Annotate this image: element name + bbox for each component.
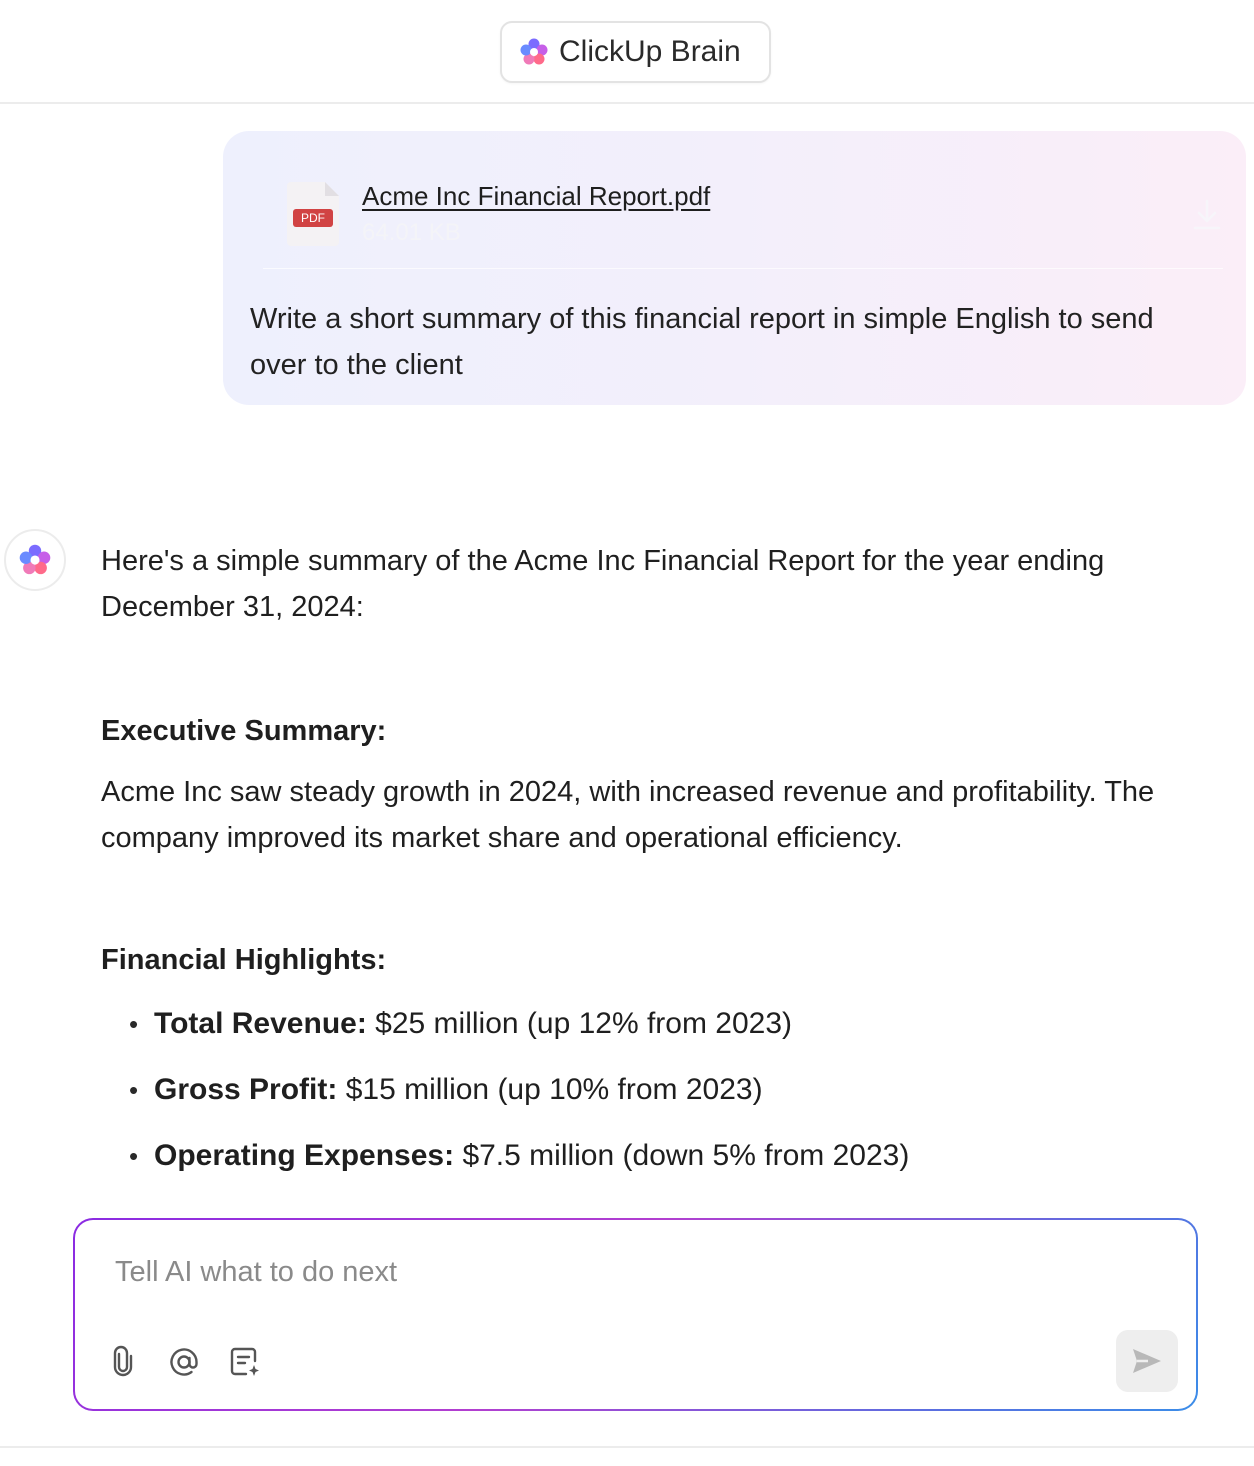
bullet-value: $25 million (up 12% from 2023) — [375, 1007, 793, 1040]
clickup-brain-logo-icon — [519, 37, 549, 67]
list-item — [101, 1136, 1221, 1202]
financial-highlights-list — [101, 1004, 1221, 1202]
task-ai-icon[interactable] — [228, 1345, 262, 1379]
download-icon[interactable] — [1191, 197, 1223, 233]
list-item — [101, 1070, 1221, 1136]
pdf-file-icon — [287, 182, 339, 246]
header — [0, 0, 1254, 104]
executive-summary-text: Acme Inc saw steady growth in 2024, with increased revenue and profitability. The company improved its market share and operational efficiency. — [101, 776, 1155, 854]
paperclip-icon[interactable] — [106, 1345, 140, 1379]
file-attachment[interactable] — [263, 169, 1223, 269]
prompt-input[interactable] — [115, 1250, 1015, 1294]
user-message-text: Write a short summary of this financial report in simple English to send over to the client — [250, 303, 1154, 381]
composer-inner — [75, 1220, 1196, 1409]
svg-text:PDF: PDF — [301, 211, 325, 225]
composer — [73, 1218, 1198, 1411]
page-title: ClickUp Brain — [559, 35, 741, 68]
send-icon — [1130, 1346, 1164, 1376]
divider — [0, 1446, 1254, 1448]
user-message-bubble — [223, 131, 1246, 405]
ai-avatar — [4, 529, 66, 591]
attachment-file-name[interactable]: Acme Inc Financial Report.pdf — [362, 181, 711, 211]
bullet-value: $7.5 million (down 5% from 2023) — [462, 1139, 910, 1172]
clickup-brain-logo-icon — [18, 543, 52, 577]
at-mention-icon[interactable] — [167, 1345, 201, 1379]
title-pill[interactable] — [500, 21, 771, 83]
bullet-value: $15 million (up 10% from 2023) — [345, 1073, 763, 1106]
send-button[interactable] — [1116, 1330, 1178, 1392]
bullet-label: Operating Expenses: — [154, 1139, 455, 1172]
bullet-label: Gross Profit: — [154, 1073, 338, 1106]
ai-response — [101, 538, 1221, 1202]
bullet-label: Total Revenue: — [154, 1007, 367, 1040]
attachment-file-size: 64.01 KB — [362, 219, 461, 246]
ai-response-intro: Here's a simple summary of the Acme Inc Financial Report for the year ending December 31, 2024: — [101, 545, 1105, 623]
list-item — [101, 1004, 1221, 1070]
section-heading-executive-summary: Executive Summary: — [101, 715, 387, 747]
section-heading-financial-highlights: Financial Highlights: — [101, 944, 387, 976]
